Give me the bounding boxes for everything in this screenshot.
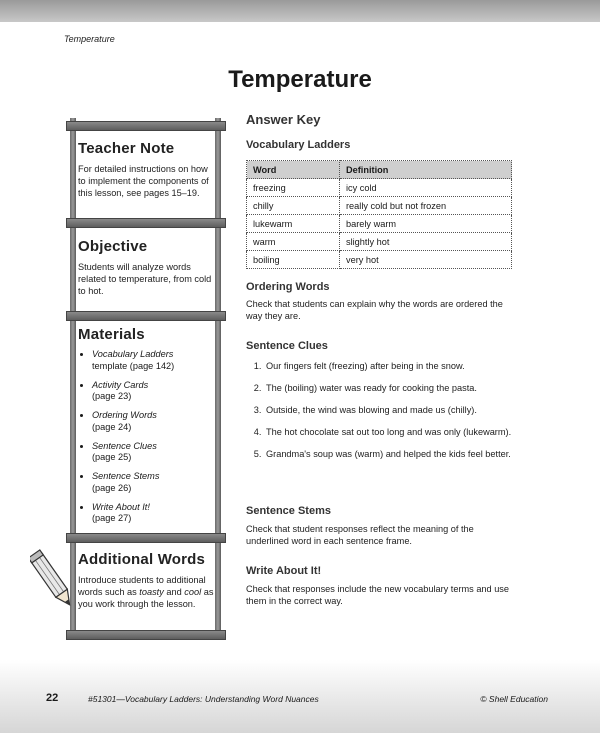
additional-words-heading: Additional Words: [78, 551, 206, 568]
ladder-rung: [66, 218, 226, 228]
list-item: 3. Outside, the wind was blowing and made us (chilly).: [264, 404, 534, 416]
table-row: boiling very hot: [247, 251, 512, 269]
list-item: • Ordering Words (page 24): [92, 410, 214, 433]
column-header: Word: [247, 161, 340, 179]
sentence-clues-heading: Sentence Clues: [246, 340, 328, 352]
table-row: warm slightly hot: [247, 233, 512, 251]
page-title: Temperature: [228, 66, 372, 93]
list-item: 1. Our fingers felt (freezing) after being in the snow.: [264, 360, 534, 372]
materials-list: [78, 349, 214, 525]
list-item: • Vocabulary Ladders template (page 142): [92, 349, 214, 372]
ladder-rung: [66, 311, 226, 321]
list-item: • Sentence Clues (page 25): [92, 441, 214, 464]
page-number: 22: [46, 692, 59, 704]
sentence-stems-heading: Sentence Stems: [246, 505, 331, 517]
list-item: • Activity Cards (page 23): [92, 380, 214, 403]
objective-text: Students will analyze words related to temperature, from cold to hot.: [78, 262, 212, 296]
materials-box: [78, 326, 214, 532]
ladder-rung: [66, 121, 226, 131]
teacher-note-text: For detailed instructions on how to implement the components of this lesson, see pages 15–19.: [78, 164, 209, 198]
ladder-rung: [66, 533, 226, 543]
table-row: chilly really cold but not frozen: [247, 197, 512, 215]
table-row: freezing icy cold: [247, 179, 512, 197]
sentence-clues-list: [246, 360, 534, 470]
answer-key-heading: Answer Key: [246, 112, 321, 127]
pencil-icon: [30, 548, 76, 614]
additional-words-text: Introduce students to additional words such as toasty and cool as you work through the lesson.: [78, 575, 214, 609]
ladder-rail-right: [215, 118, 221, 638]
list-item: 5. Grandma's soup was (warm) and helped the kids feel better.: [264, 448, 534, 460]
table-header-row: [247, 161, 512, 179]
footer-book-title: #51301—Vocabulary Ladders: Understanding Word Nuances: [88, 694, 319, 704]
vocabulary-table: [246, 160, 512, 269]
teacher-note-heading: Teacher Note: [78, 140, 175, 157]
write-about-it-text: Check that responses include the new vocabulary terms and use them in the correct way.: [246, 584, 510, 606]
table-row: lukewarm barely warm: [247, 215, 512, 233]
additional-words-box: [78, 551, 214, 610]
column-header: Definition: [340, 161, 512, 179]
ordering-words-heading: Ordering Words: [246, 281, 330, 293]
ladder-rung: [66, 630, 226, 640]
vocabulary-ladders-heading: Vocabulary Ladders: [246, 139, 351, 151]
objective-box: [78, 238, 214, 297]
materials-heading: Materials: [78, 326, 145, 343]
footer-publisher: © Shell Education: [480, 694, 548, 704]
list-item: • Sentence Stems (page 26): [92, 471, 214, 494]
sentence-stems-text: Check that student responses reflect the meaning of the underlined word in each sentence frame.: [246, 524, 474, 546]
list-item: 4. The hot chocolate sat out too long and was only (lukewarm).: [264, 426, 534, 438]
list-item: • Write About It! (page 27): [92, 502, 214, 525]
teacher-note-box: [78, 140, 214, 199]
write-about-it-heading: Write About It!: [246, 565, 322, 577]
objective-heading: Objective: [78, 238, 148, 255]
ordering-words-text: Check that students can explain why the words are ordered the way they are.: [246, 299, 503, 321]
top-band: [0, 0, 600, 22]
list-item: 2. The (boiling) water was ready for cooking the pasta.: [264, 382, 534, 394]
running-head: Temperature: [64, 34, 115, 44]
